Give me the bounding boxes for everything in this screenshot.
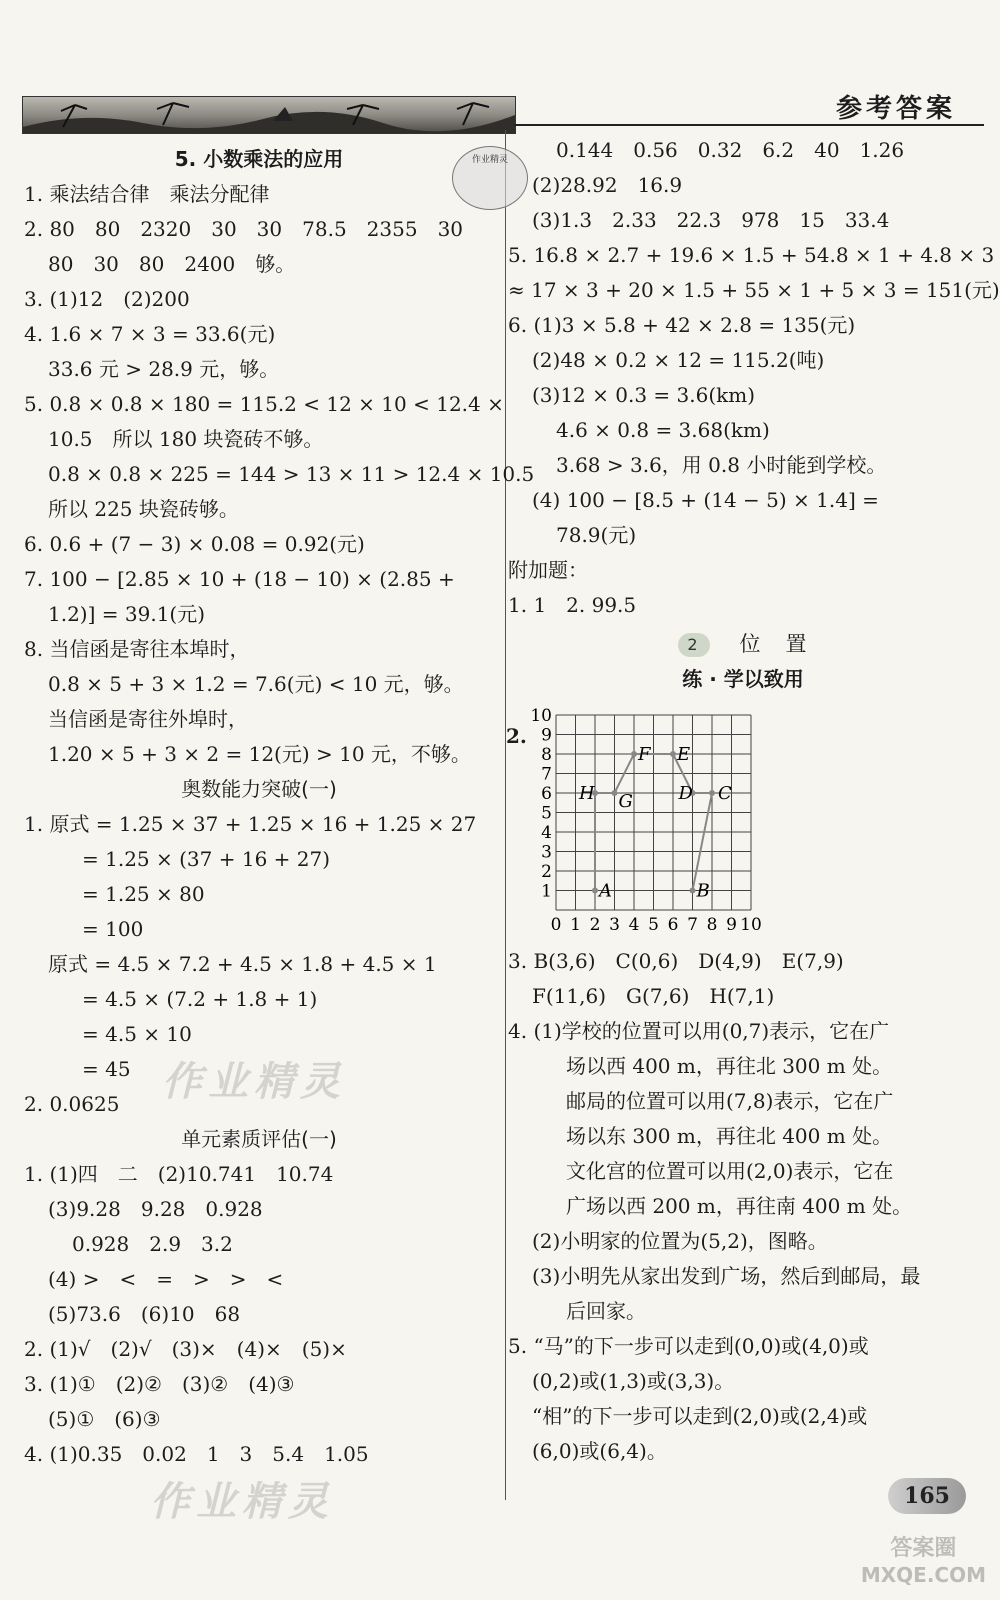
answer-line: 6. 0.6 + (7 − 3) × 0.08 = 0.92(元)	[24, 532, 365, 556]
answer-line: 2. 80 80 2320 30 30 78.5 2355 30	[24, 217, 464, 241]
page-number: 165	[888, 1478, 966, 1514]
answer-line: “相”的下一步可以走到(2,0)或(2,4)或	[532, 1404, 868, 1428]
seal-stamp: 作业精灵	[452, 146, 528, 210]
answer-line: 80 30 80 2400 够。	[48, 252, 296, 276]
answer-line: = 4.5 × 10	[82, 1022, 192, 1046]
chapter-heading	[508, 627, 978, 662]
answer-line: 附加题：	[508, 558, 588, 582]
answer-line: = 1.25 × 80	[82, 882, 205, 906]
answer-line: 2. (1)√ (2)√ (3)× (4)× (5)×	[24, 1337, 347, 1361]
answer-line: 4. (1)0.35 0.02 1 3 5.4 1.05	[24, 1442, 369, 1466]
x-tick-label: 6	[667, 915, 679, 935]
answer-line: 0.144 0.56 0.32 6.2 40 1.26	[556, 138, 905, 162]
x-tick-label: 5	[648, 915, 659, 935]
x-tick-label: 4	[628, 915, 640, 935]
y-tick-label: 10	[530, 706, 552, 726]
x-tick-label: 8	[706, 915, 718, 935]
answer-line: 0.928 2.9 3.2	[72, 1232, 233, 1256]
answer-line: 8. 当信函是寄往本埠时，	[24, 637, 250, 661]
site-watermark-name: 答案圈	[890, 1536, 957, 1561]
answer-line: 6. (1)3 × 5.8 + 42 × 2.8 = 135(元)	[508, 313, 856, 337]
x-tick-label: 7	[687, 915, 698, 935]
answer-line: (3)12 × 0.3 = 3.6(km)	[532, 383, 756, 407]
point-marker	[612, 790, 618, 796]
right-column	[508, 133, 1000, 697]
answer-line: 5. 小数乘法的应用	[174, 147, 344, 171]
answer-line: 所以 225 块瓷砖够。	[48, 497, 239, 521]
x-tick-label: 9	[726, 915, 737, 935]
answer-line: 3. (1)12 (2)200	[24, 287, 190, 311]
y-tick-label: 9	[541, 725, 552, 746]
point-marker	[690, 888, 696, 894]
y-tick-label: 5	[541, 803, 552, 824]
answer-line: 场以西 400 m，再往北 300 m 处。	[566, 1054, 893, 1078]
answer-line: = 4.5 × (7.2 + 1.8 + 1)	[82, 987, 318, 1011]
answer-line: 3. (1)① (2)② (3)② (4)③	[24, 1372, 295, 1396]
y-tick-label: 1	[541, 881, 552, 902]
point-label: B	[696, 880, 710, 902]
answer-line: 后回家。	[566, 1299, 646, 1323]
answer-line: 3. B(3,6) C(0,6) D(4,9) E(7,9)	[508, 949, 844, 973]
answer-line: (2)28.92 16.9	[532, 173, 683, 197]
answer-line: 1. (1)四 二 (2)10.741 10.74	[24, 1162, 334, 1186]
left-column	[24, 142, 535, 1472]
answer-line: 邮局的位置可以用(7,8)表示，它在广	[566, 1089, 894, 1113]
answer-line: (5)① (6)③	[48, 1407, 161, 1431]
y-tick-label: 7	[541, 764, 552, 785]
answer-line: = 100	[82, 917, 144, 941]
coordinate-grid-figure	[506, 706, 786, 948]
answer-line: 7. 100 − [2.85 × 10 + (18 − 10) × (2.85 +	[24, 567, 455, 591]
answer-line: (3)1.3 2.33 22.3 978 15 33.4	[532, 208, 890, 232]
answer-line: (0,2)或(1,3)或(3,3)。	[532, 1369, 735, 1393]
chapter-title: 位 置	[739, 632, 809, 656]
y-tick-label: 3	[541, 842, 552, 863]
answer-line: 4.6 × 0.8 = 3.68(km)	[556, 418, 770, 442]
header-banner-image	[22, 96, 516, 134]
answer-line: 1. 原式 = 1.25 × 37 + 1.25 × 16 + 1.25 × 27	[24, 812, 477, 836]
point-label: G	[618, 791, 633, 812]
x-tick-label: 1	[570, 915, 581, 935]
answer-line: 5. “马”的下一步可以走到(0,0)或(4,0)或	[508, 1334, 869, 1358]
answer-line: 4. 1.6 × 7 × 3 = 33.6(元)	[24, 322, 276, 346]
answer-line: 1. 乘法结合律 乘法分配律	[24, 182, 270, 206]
practice-title: 练 · 学以致用	[682, 667, 804, 691]
answer-line: 78.9(元)	[556, 523, 637, 547]
point-label: C	[718, 783, 732, 804]
answer-line: 文化宫的位置可以用(2,0)表示，它在	[566, 1159, 894, 1183]
answer-line: 2. 0.0625	[24, 1092, 120, 1116]
point-label: A	[599, 880, 612, 902]
answer-line: 0.8 × 0.8 × 225 = 144 > 13 × 11 > 12.4 × 10.5	[48, 462, 535, 486]
answer-line: = 1.25 × (37 + 16 + 27)	[82, 847, 331, 871]
x-tick-label: 0	[550, 915, 562, 935]
path-segment	[693, 793, 713, 891]
point-marker	[670, 751, 676, 757]
watermark-text: 作业精灵	[162, 1058, 346, 1105]
answer-line: 当信函是寄往外埠时，	[48, 707, 248, 731]
answer-line: 10.5 所以 180 块瓷砖不够。	[48, 427, 324, 451]
watermark-text: 作业精灵	[150, 1478, 334, 1525]
x-tick-label: 3	[609, 915, 620, 935]
coordinate-grid	[506, 706, 786, 948]
answer-line: 广场以西 200 m，再往南 400 m 处。	[566, 1194, 913, 1218]
x-tick-label: 2	[589, 915, 601, 935]
right-answers-bottom	[508, 944, 978, 1469]
answer-line: 原式 = 4.5 × 7.2 + 4.5 × 1.8 + 4.5 × 1	[48, 952, 437, 976]
answer-line: 场以东 300 m，再往北 400 m 处。	[566, 1124, 893, 1148]
answer-line: 0.8 × 5 + 3 × 1.2 = 7.6(元) < 10 元，够。	[48, 672, 464, 696]
point-marker	[592, 888, 598, 894]
answer-line: (2)48 × 0.2 × 12 = 115.2(吨)	[532, 348, 825, 372]
site-watermark-url: MXQE.COM	[860, 1563, 986, 1587]
point-label: E	[677, 744, 691, 765]
answer-line: (4) 100 − [8.5 + (14 − 5) × 1.4] =	[532, 488, 879, 512]
x-tick-label: 10	[740, 915, 762, 935]
answer-line: (3)9.28 9.28 0.928	[48, 1197, 263, 1221]
answer-line: 3.68 > 3.6，用 0.8 小时能到学校。	[556, 453, 887, 477]
answer-line: 4. (1)学校的位置可以用(0,7)表示，它在广	[508, 1019, 890, 1043]
answer-line: (2)小明家的位置为(5,2)，图略。	[532, 1229, 828, 1253]
answer-line: 1.20 × 5 + 3 × 2 = 12(元) > 10 元，不够。	[48, 742, 471, 766]
chapter-number-badge: 2	[678, 633, 710, 657]
y-tick-label: 6	[541, 784, 552, 804]
answer-line: 1. 1 2. 99.5	[508, 593, 637, 617]
y-tick-label: 8	[541, 745, 552, 765]
page-header-title: 参考答案	[835, 94, 956, 124]
answer-line: (3)小明先从家出发到广场，然后到邮局，最	[532, 1264, 921, 1288]
point-marker	[709, 790, 715, 796]
point-label: D	[678, 783, 693, 804]
answer-line: (4) > < = > > <	[48, 1267, 284, 1291]
answer-line: 1.2)] = 39.1(元)	[48, 602, 206, 626]
site-watermark	[861, 1536, 986, 1588]
answer-line: 5. 16.8 × 2.7 + 19.6 × 1.5 + 54.8 × 1 + 4.8 × 3	[508, 243, 995, 267]
y-tick-label: 4	[541, 823, 552, 843]
answer-line: 5. 0.8 × 0.8 × 180 = 115.2 < 12 × 10 < 12.4 ×	[24, 392, 504, 416]
answer-line: (5)73.6 (6)10 68	[48, 1302, 241, 1326]
grid-item-label: 2.	[506, 724, 527, 748]
point-label: F	[638, 744, 651, 765]
answer-line: = 45	[82, 1057, 131, 1081]
point-label: H	[579, 783, 595, 804]
y-tick-label: 2	[541, 862, 552, 882]
point-marker	[631, 751, 637, 757]
answer-line: 奥数能力突破(一)	[181, 777, 337, 801]
answer-line: 33.6 元 > 28.9 元，够。	[48, 357, 280, 381]
answer-line: (6,0)或(6,4)。	[532, 1439, 667, 1463]
answer-line: F(11,6) G(7,6) H(7,1)	[532, 984, 775, 1008]
right-answers-top	[508, 133, 1000, 623]
answer-line: 单元素质评估(一)	[181, 1127, 337, 1151]
answer-line: ≈ 17 × 3 + 20 × 1.5 + 55 × 1 + 5 × 3 = 151(元)	[508, 278, 1000, 302]
